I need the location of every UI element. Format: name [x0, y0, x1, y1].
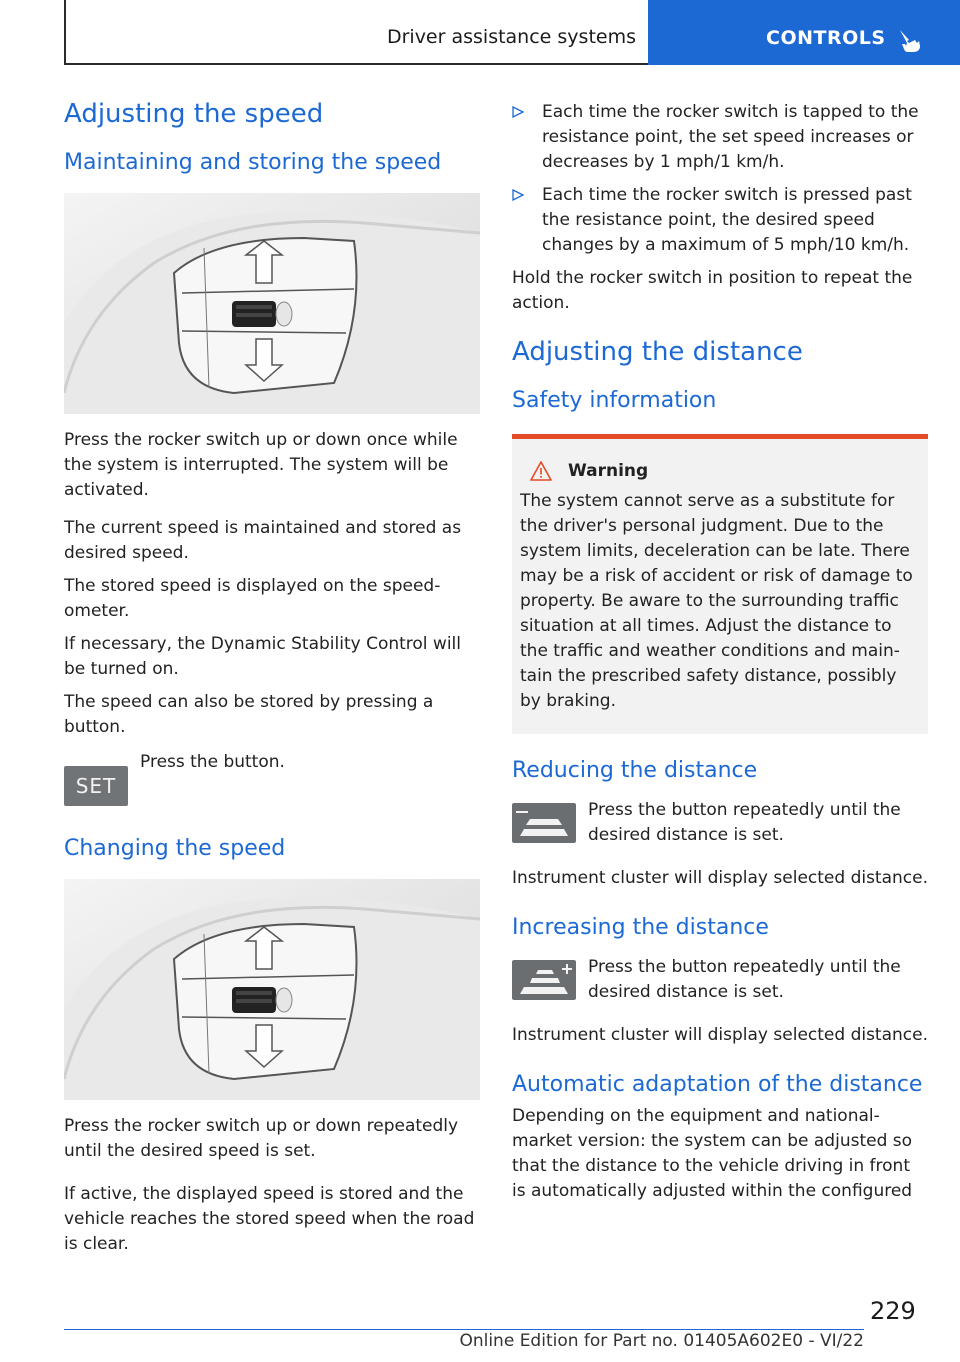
heading-adjusting-distance: Adjusting the distance — [512, 337, 803, 367]
right-column — [512, 100, 928, 1204]
paragraph-repeatedly: Press the rocker switch up or down repeatedly until the desired speed is set. — [64, 1116, 459, 1161]
set-button-text: Press the button. — [140, 752, 285, 772]
warning-box — [512, 434, 928, 734]
heading-changing-speed: Changing the speed — [64, 836, 286, 861]
header-bottom-rule — [64, 63, 648, 65]
warning-text: The system cannot serve as a substitute for the driver's personal judgment. Due to the system limits, deceleration can be late. There may be a risk of accident or risk of damage to property. Be aware to the surrounding traffic situation at all times. Adjust the distance to the traffic and weather conditions and maintain the prescribed safety distance, possibly by braking. — [520, 491, 913, 711]
steering-wheel-rocker-image-2 — [64, 879, 480, 1100]
heading-increasing-distance: Increasing the distance — [512, 915, 769, 940]
reduce-distance-button-icon — [512, 803, 576, 843]
header-section-title: Driver assistance systems — [386, 26, 636, 48]
warning-heading: Warning — [530, 461, 920, 481]
page-number: 229 — [870, 1297, 916, 1325]
paragraph-displayed-stored: If active, the displayed speed is stored and the vehicle reaches the stored speed when the road is clear. — [64, 1184, 475, 1254]
steering-wheel-rocker-image-1 — [64, 193, 480, 414]
increase-distance-text: Press the button repeatedly until the desired distance is set. — [588, 957, 901, 1002]
list-item: Each time the rocker switch is tapped to the resistance point, the set speed increases or decreases by 1 mph/1 km/h. — [512, 100, 928, 175]
pointing-hand-icon — [896, 26, 924, 54]
paragraph-hold-rocker: Hold the rocker switch in position to repeat the action. — [512, 268, 913, 313]
increase-distance-row — [512, 955, 928, 1005]
paragraph-store-button: The speed can also be stored by pressing a button. — [64, 692, 434, 737]
set-button-icon — [64, 766, 128, 806]
triangle-bullet-icon — [512, 106, 524, 118]
set-button-row — [64, 750, 480, 806]
warning-triangle-icon — [530, 461, 552, 481]
increase-distance-button-icon — [512, 960, 576, 1000]
speed-change-list — [512, 100, 928, 258]
heading-reducing-distance: Reducing the distance — [512, 758, 758, 783]
heading-adjusting-speed: Adjusting the speed — [64, 99, 324, 129]
left-column — [64, 96, 480, 1257]
heading-maintaining-speed: Maintaining and storing the speed — [64, 150, 442, 175]
paragraph-speedometer: The stored speed is displayed on the speedometer. — [64, 576, 441, 621]
paragraph-reduce-display: Instrument cluster will display selected distance. — [512, 868, 929, 888]
paragraph-dsc: If necessary, the Dynamic Stability Control will be turned on. — [64, 634, 462, 679]
footer-rule — [64, 1329, 864, 1330]
triangle-bullet-icon — [512, 189, 524, 201]
reduce-distance-row — [512, 798, 928, 848]
header-chapter-tab[interactable] — [648, 0, 960, 65]
footer-edition: Online Edition for Part no. 01405A602E0 - VI/22 — [459, 1331, 864, 1351]
paragraph-maintained: The current speed is maintained and stored as desired speed. — [64, 518, 462, 563]
set-button-label: SET — [75, 774, 117, 798]
heading-automatic-adaptation: Automatic adaptation of the distance — [512, 1072, 923, 1097]
heading-safety-information: Safety information — [512, 388, 717, 413]
paragraph-increase-display: Instrument cluster will display selected distance. — [512, 1025, 929, 1045]
reduce-distance-text: Press the button repeatedly until the desired distance is set. — [588, 800, 901, 845]
paragraph-automatic-adaptation: Depending on the equipment and national-market version: the system can be adjusted so that the distance to the vehicle driving in front is automatically adjusted within the configured — [512, 1106, 913, 1201]
chapter-tab-label: CONTROLS — [766, 27, 886, 49]
paragraph-activate: Press the rocker switch up or down once while the system is interrupted. The system will be activated. — [64, 430, 458, 500]
list-item: Each time the rocker switch is pressed past the resistance point, the desired speed changes by a maximum of 5 mph/10 km/h. — [512, 183, 928, 258]
